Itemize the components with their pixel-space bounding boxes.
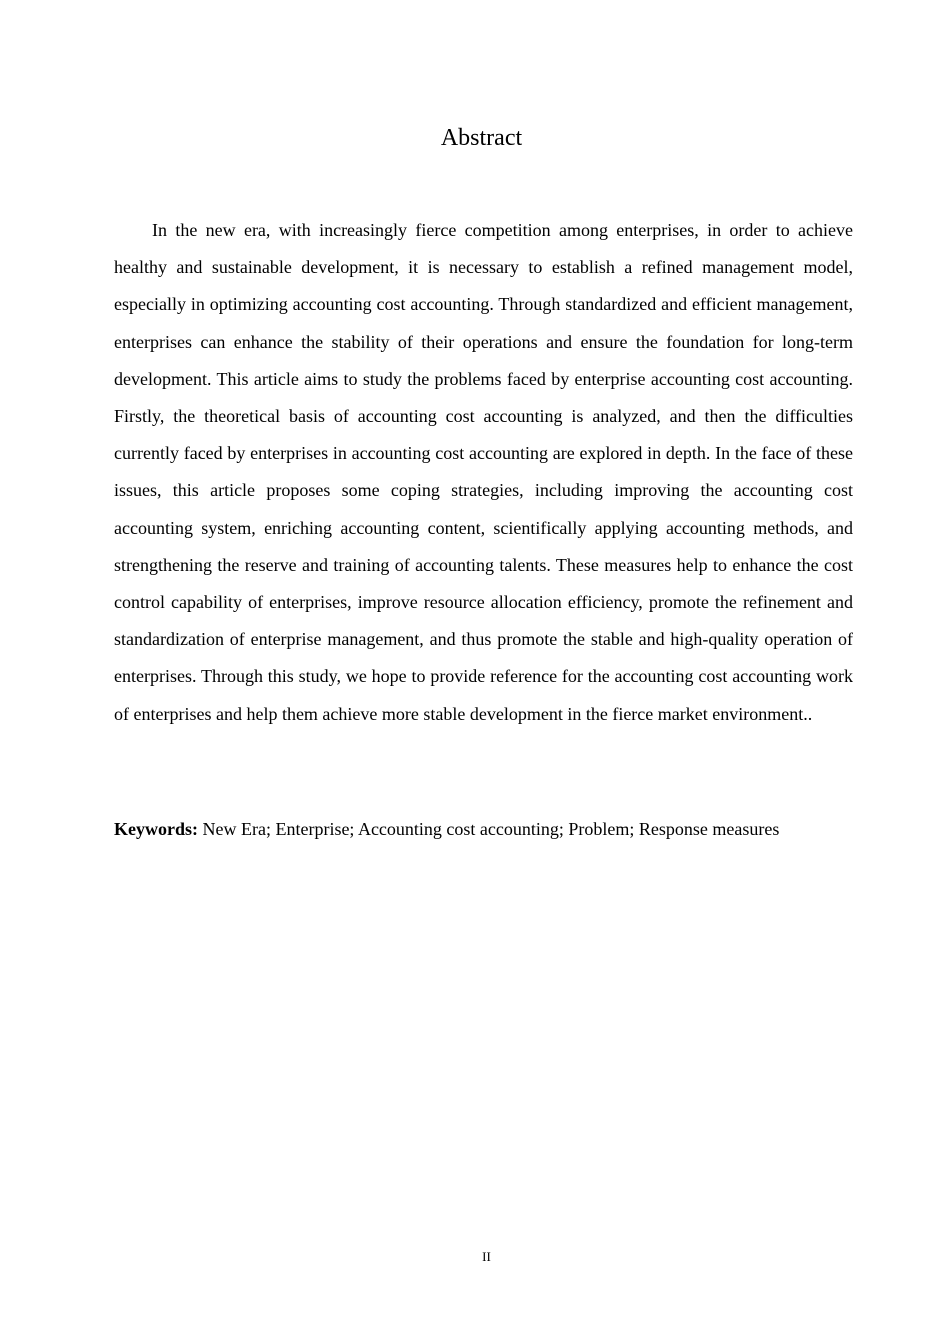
keywords-line: [114, 814, 853, 844]
abstract-body: In the new era, with increasingly fierce competition among enterprises, in order to achieve healthy and sustainable development, it is necessary to establish a refined management model, especially in optimizing accounting cost accounting. Through standardized and efficient management, enterprises can enhance the stability of their operations and ensure the foundation for long-term development. This article aims to study the problems faced by enterprise accounting cost accounting. Firstly, the theoretical basis of accounting cost accounting is analyzed, and then the difficulties currently faced by enterprises in accounting cost accounting are explored in depth. In the face of these issues, this article proposes some coping strategies, including improving the accounting cost accounting system, enriching accounting content, scientifically applying accounting methods, and strengthening the reserve and training of accounting talents. These measures help to enhance the cost control capability of enterprises, improve resource allocation efficiency, promote the refinement and standardization of enterprise management, and thus promote the stable and high-quality operation of enterprises. Through this study, we hope to provide reference for the accounting cost accounting work of enterprises and help them achieve more stable development in the fierce market environment..: [114, 220, 853, 724]
abstract-title: Abstract: [440, 125, 523, 151]
keywords-label: Keywords:: [114, 819, 198, 839]
keywords-value: New Era; Enterprise; Accounting cost accounting; Problem; Response measures: [198, 819, 780, 839]
page-number: II: [482, 1249, 491, 1264]
